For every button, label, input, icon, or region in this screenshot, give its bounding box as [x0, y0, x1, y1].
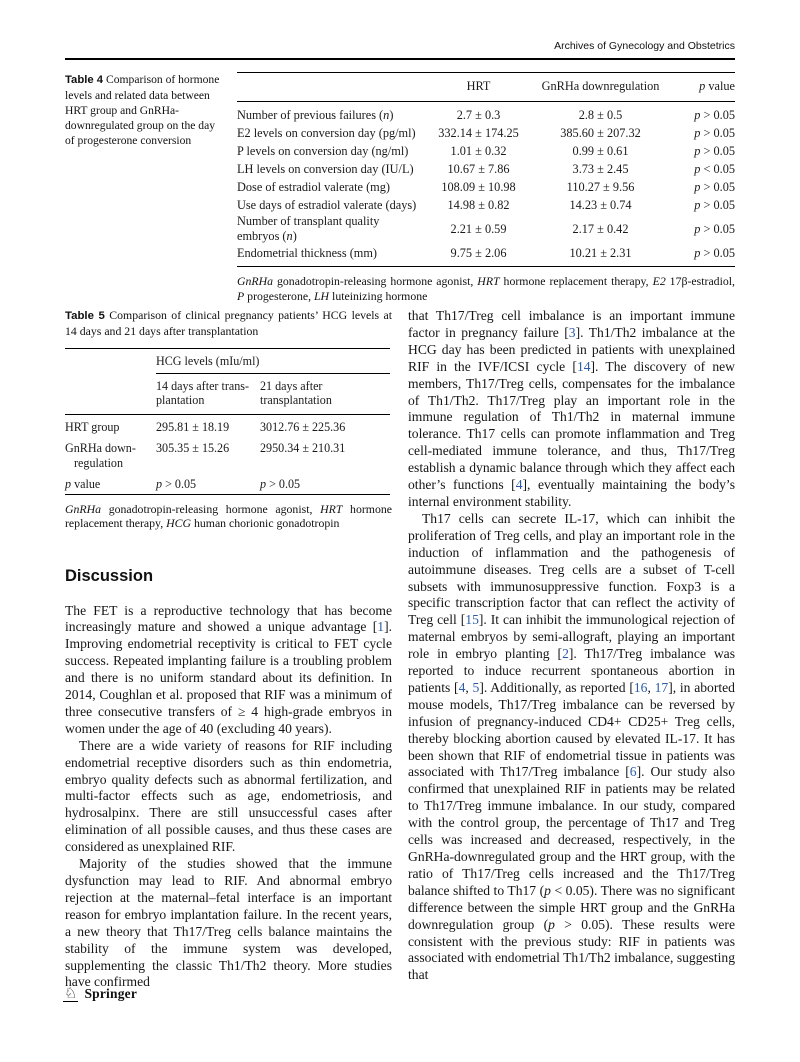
table-cell: Number of transplant quality embryos (n)	[237, 214, 380, 243]
citation-link[interactable]: 16	[633, 679, 648, 695]
table-header-row	[65, 373, 390, 414]
table4-label: Table 4	[65, 74, 104, 86]
column-header: 14 days after trans- plantation	[156, 373, 260, 414]
column-header: HRT	[421, 73, 536, 102]
table-row	[237, 102, 735, 125]
left-column	[65, 308, 392, 991]
table-cell: 3.73 ± 2.45	[572, 161, 629, 176]
citation-link[interactable]: 5	[472, 679, 480, 695]
table-cell: 1.01 ± 0.32	[450, 143, 507, 158]
right-column	[408, 308, 735, 991]
citation-link[interactable]: 14	[576, 358, 591, 374]
column-header: GnRHa downregulation	[536, 73, 665, 102]
table5-label: Table 5	[65, 310, 105, 322]
header-rule	[65, 58, 735, 60]
table-row	[65, 472, 390, 494]
paragraph: The FET is a reproductive technology that has become increasingly mature and showed a unique advantage [1]. Improving endometrial receptivity is critical to FET cycle success. Repeated implanting failure is a troubling problem and there is no uniform standard about its definition. In 2014, Coughlan et al. proposed that RIF was a minimum of three consecutive transfers of ≥ 4 high-grade embryos in women under the age of 40 (excluding 40 years).	[65, 602, 392, 736]
table-cell: 0.99 ± 0.61	[572, 143, 629, 158]
table-cell: P levels on conversion day (ng/ml)	[237, 143, 409, 158]
table4-block	[65, 72, 735, 303]
springer-horse-icon: ♘	[64, 984, 78, 1002]
table-cell: p > 0.05	[156, 477, 197, 491]
table5-footnote: GnRHa gonadotropin-releasing hormone agonist, HRT hormone replacement therapy, HCG human chorionic gonadotropin	[65, 501, 392, 530]
column-header: 21 days after transplantation	[260, 373, 390, 414]
table4-caption	[65, 72, 237, 303]
table-cell: 14.23 ± 0.74	[569, 197, 632, 212]
table-cell: p > 0.05	[694, 107, 735, 122]
publisher-footer	[63, 986, 137, 1002]
citation-link[interactable]: 6	[629, 764, 637, 780]
citation-link[interactable]: 15	[465, 612, 479, 628]
table-cell: 2.7 ± 0.3	[456, 107, 501, 122]
citation-link[interactable]: 2	[562, 646, 569, 662]
citation-link[interactable]: 1	[377, 619, 385, 635]
table-cell: Use days of estradiol valerate (days)	[237, 197, 417, 212]
paragraph: Th17 cells can secrete IL-17, which can inhibit the proliferation of Treg cells, and play an important role in the induction of inflammation and the pathogenesis of autoimmune diseases. Treg cells are a subset of T-cell subsets with immunosuppressive function. Foxp3 is a specific transcription factor that can reflect the activity of Treg cell [15]. It can inhibit the immunological rejection of maternal embryos by semi-allograft, playing an important role in embryo planting [2]. Th17/Treg imbalance was reported to induce recurrent spontaneous abortion in patients [4, 5]. Additionally, as reported [16, 17], in aborted mouse models, Th17/Treg imbalance can be reversed by infusion of pregnancy-induced CD4+ CD25+ Treg cells, thereby blocking abortion caused by elevated IL-17. It has been shown that RIF of endometrial tissue in patients was associated with Th17/Treg imbalance [6]. Our study also confirmed that unexplained RIF in patients may be related to Th17/Treg immune imbalance. In our study, compared with the control group, the percentage of Th17 and Treg cells was increased and decreased, respectively, in the GnRHa-downregulated group and the HRT group, with the ratio of Th17/Treg cells increased and the Th17/Treg balance shifted to Th17 (p < 0.05). There was no significant difference between the simple HRT group and the GnRHa downregulation group (p > 0.05). These results were consistent with the previous study: RIF in patients was associated with endometrial Th1/Th2 imbalance, suggesting that	[408, 510, 735, 983]
paragraph: that Th17/Treg cell imbalance is an important immune factor in pregnancy failure [3]. Th1/Th2 imbalance at the HCG day has been predicted in patients with unexplained RIF in the IVF/ICSI cycle [14]. The discovery of new members, Th17/Treg cells, compensates for the imbalance of Th1/Th2. Th17/Treg play an important role in the immune regulation of Th1/Th2 in maternal immune tolerance. Th17 cells can promote inflammation and Treg cell-mediated immune tolerance, and thus, Th17/Treg establish a dynamic balance through which they affect each other’s functions [4], eventually maintaining the body’s internal environment stability.	[408, 308, 735, 509]
table5-caption	[65, 308, 392, 339]
paragraph: Majority of the studies showed that the immune dysfunction may lead to RIF. And abnormal embryo rejection at the maternal–fetal interface is an important reason for embryo implantation failure. In the recent years, a new theory that Th17/Treg cells balance maintains the stability of the immune system was developed, supplementing the classic Th1/Th2 theory. More studies have confirmed	[65, 856, 392, 990]
table-cell: 14.98 ± 0.82	[447, 197, 510, 212]
table5-caption-text: Comparison of clinical pregnancy patients’ HCG levels at 14 days and 21 days after transplantation	[65, 308, 393, 338]
table-cell: 2.17 ± 0.42	[572, 221, 629, 236]
table-row	[237, 214, 735, 244]
table-cell: GnRHa down- regulation	[65, 441, 136, 470]
table-cell: 295.81 ± 18.19	[156, 419, 230, 434]
column-header: p value	[665, 73, 735, 102]
table-cell: Dose of estradiol valerate (mg)	[237, 179, 390, 194]
table-cell: p < 0.05	[694, 161, 735, 176]
right-column-text	[408, 308, 735, 984]
publisher-name: Springer	[84, 986, 138, 1001]
table5	[65, 348, 390, 495]
table4-footnote: GnRHa gonadotropin-releasing hormone agonist, HRT hormone replacement therapy, E2 17β-estradiol, P progesterone, LH luteinizing hormone	[237, 274, 735, 303]
table-cell: p > 0.05	[694, 197, 735, 212]
spanner-row	[65, 349, 390, 374]
table4-wrap	[237, 72, 735, 303]
table-cell: 385.60 ± 207.32	[560, 125, 641, 140]
table-cell: 305.35 ± 15.26	[156, 441, 230, 455]
table-cell: p > 0.05	[694, 179, 735, 194]
table4	[237, 72, 735, 267]
citation-link[interactable]: 3	[568, 324, 576, 340]
table4-caption-text: Comparison of hormone levels and related data between HRT group and GnRHa-downregulated group on the day of progesterone conversion	[65, 73, 220, 147]
table-row	[237, 244, 735, 267]
table-cell: 3012.76 ± 225.36	[260, 419, 346, 434]
table-cell: p > 0.05	[694, 245, 735, 260]
table-cell: 2.21 ± 0.59	[450, 221, 507, 236]
spanner-header: HCG levels (mIu/ml)	[156, 349, 390, 374]
table-row	[237, 124, 735, 142]
table-cell: Endometrial thickness (mm)	[237, 245, 378, 260]
citation-link[interactable]: 4	[458, 679, 466, 695]
table-row	[65, 436, 390, 472]
section-heading-discussion: Discussion	[65, 566, 154, 585]
running-head: Archives of Gynecology and Obstetrics	[554, 40, 735, 52]
table-row	[237, 178, 735, 196]
table-cell: 10.21 ± 2.31	[569, 245, 632, 260]
citation-link[interactable]: 17	[654, 679, 669, 695]
table-cell: 110.27 ± 9.56	[566, 179, 635, 194]
table-cell: p > 0.05	[260, 477, 301, 491]
citation-link[interactable]: 4	[515, 477, 523, 493]
table-row	[237, 142, 735, 160]
table-cell: 332.14 ± 174.25	[438, 125, 519, 140]
table-row	[65, 414, 390, 436]
table-cell: 10.67 ± 7.86	[447, 161, 510, 176]
left-column-text	[65, 603, 392, 992]
table-cell: p > 0.05	[694, 125, 735, 140]
table-cell: p > 0.05	[694, 221, 735, 236]
table-row	[237, 196, 735, 214]
table-row	[237, 160, 735, 178]
table-cell: 2.8 ± 0.5	[578, 107, 623, 122]
table-header-row	[237, 73, 735, 102]
two-column-body	[65, 308, 735, 991]
table-cell: 108.09 ± 10.98	[441, 179, 516, 194]
table-cell: E2 levels on conversion day (pg/ml)	[237, 125, 416, 140]
table-cell: HRT group	[65, 419, 120, 434]
table-cell: p > 0.05	[694, 143, 735, 158]
paragraph: There are a wide variety of reasons for RIF including endometrial receptive disorders such as thin endometria, embryo quality defects such as abnormal fertilization, and multi-factor effects such as age, endometriosis, and hydrosalpinx. There are still unsuccessful cases after elimination of all possible causes, and thus these cases are considered as unexplained RIF.	[65, 737, 392, 855]
table-cell: Number of previous failures (n)	[237, 107, 394, 122]
table-cell: LH levels on conversion day (IU/L)	[237, 161, 414, 176]
table-cell: 9.75 ± 2.06	[450, 245, 507, 260]
column-header	[237, 73, 421, 102]
table-cell: 2950.34 ± 210.31	[260, 441, 346, 455]
table-cell: p value	[65, 477, 101, 491]
